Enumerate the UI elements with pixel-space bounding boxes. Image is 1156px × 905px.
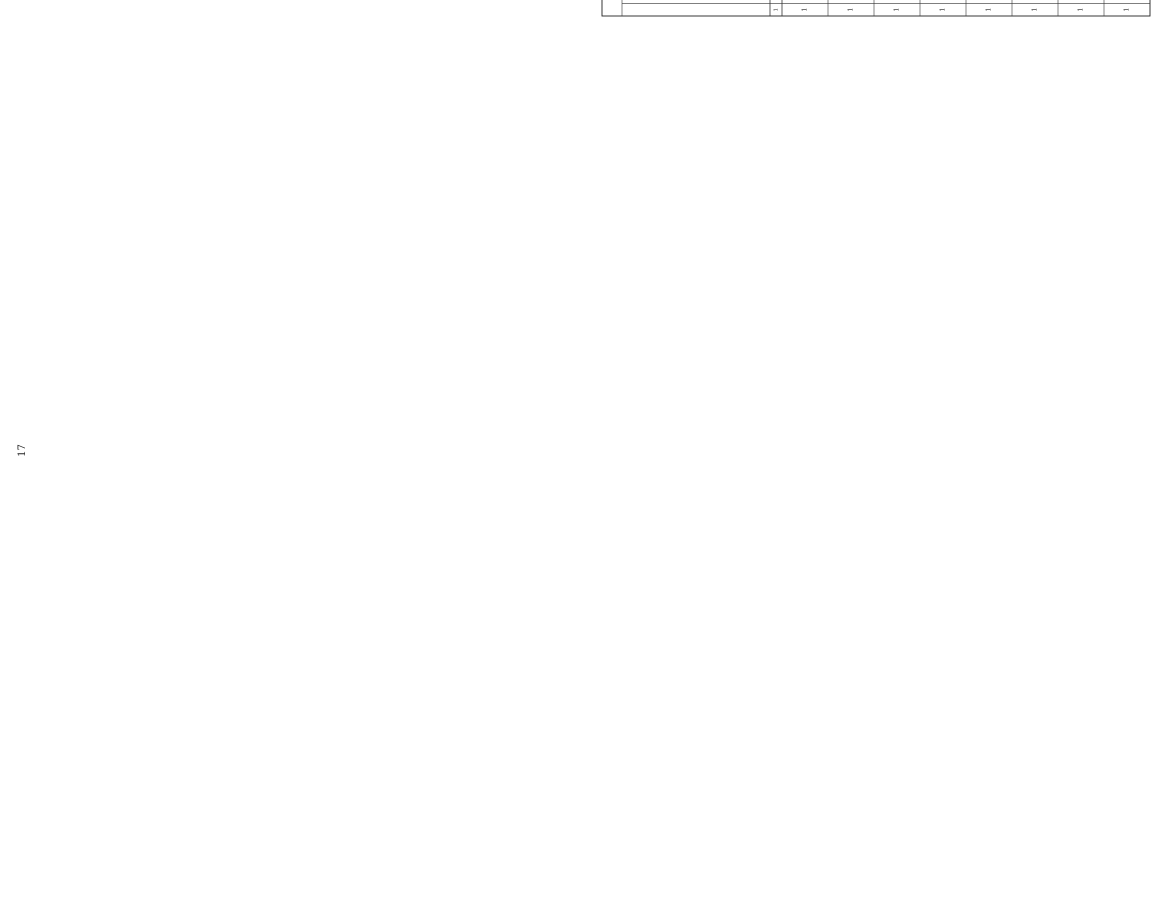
row-4-code-1: 1: [985, 7, 993, 12]
column-number-1: 1: [773, 7, 780, 12]
row-5-code-1: 1: [1031, 7, 1039, 12]
row-1-code-1: 1: [847, 7, 855, 12]
row-6-code-1: 1: [1077, 7, 1085, 12]
program-table-grid: [596, 0, 1156, 22]
rotated-table-page: [596, 0, 1156, 22]
header-budget-classification: [602, 0, 622, 16]
table-frame: [602, 0, 1150, 16]
page-number: 17: [16, 444, 28, 457]
row-7-code-1: 1: [1123, 7, 1131, 12]
row-2-code-1: 1: [893, 7, 901, 12]
row-0-code-1: 1: [801, 7, 809, 12]
row-3-code-1: 1: [939, 7, 947, 12]
